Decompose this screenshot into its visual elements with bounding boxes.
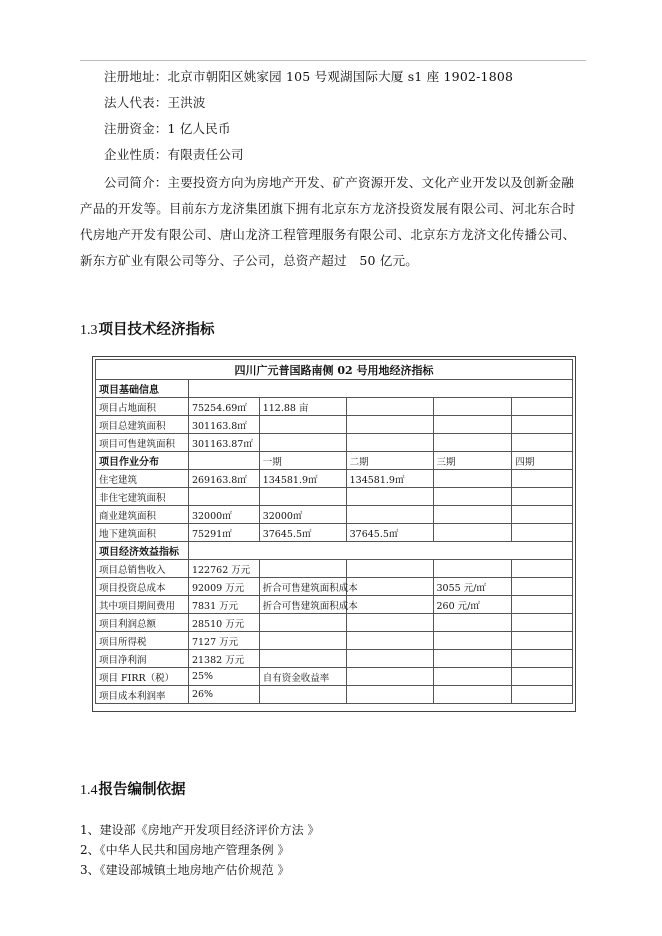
- table-cell: 四期: [512, 452, 573, 470]
- table-cell: [346, 632, 433, 650]
- table-title: 四川广元普国路南侧 02 号用地经济指标: [96, 360, 573, 380]
- table-cell: [433, 650, 512, 668]
- table-cell: [512, 434, 573, 452]
- table-cell: [433, 506, 512, 524]
- company-intro: 公司简介：主要投资方向为房地产开发、矿产资源开发、文化产业开发以及创新金融产品的开发等。目前东方龙济集团旗下拥有北京东方龙济投资发展有限公司、河北东合时代房地产开发有限公司、唐山龙济工程管理服务有限公司、北京东方龙济文化传播公司、新东方矿业有限公司等分、子公司，总资产超过 50 亿元。: [80, 175, 576, 268]
- table-cell: 项目成本利润率: [96, 686, 189, 704]
- table-cell: [259, 650, 346, 668]
- table-cell: 地下建筑面积: [96, 524, 189, 542]
- table-cell: 32000㎡: [188, 506, 259, 524]
- table-cell: [433, 524, 512, 542]
- table-cell: 3055 元/㎡: [433, 578, 512, 596]
- table-row: [96, 632, 573, 650]
- reference-item: 1、建设部《房地产开发项目经济评价方法 》: [80, 823, 320, 837]
- table-row: [96, 650, 573, 668]
- reference-item: 2、《中华人民共和国房地产管理条例 》: [80, 843, 290, 857]
- economic-indicator-table: [92, 356, 576, 712]
- reference-item: 3、《建设部城镇土地房地产估价规范 》: [80, 863, 290, 877]
- table-cell: [512, 596, 573, 614]
- table-cell: [433, 686, 512, 704]
- table-cell: 项目净利润: [96, 650, 189, 668]
- table-cell: 其中项目期间费用: [96, 596, 189, 614]
- table-cell: [346, 398, 433, 416]
- table-cell: 折合可售建筑面积成本: [259, 596, 346, 614]
- table-cell: [433, 416, 512, 434]
- table-cell: 122762 万元: [188, 560, 259, 578]
- table-cell: 134581.9㎡: [259, 470, 346, 488]
- table-cell: [259, 488, 346, 506]
- table-cell: 项目 FIRR（税）: [96, 668, 189, 686]
- table-cell: [259, 434, 346, 452]
- table-cell: 37645.5㎡: [346, 524, 433, 542]
- table-row: [96, 524, 573, 542]
- table-cell: [346, 596, 433, 614]
- company-nature: 企业性质：有限责任公司: [104, 147, 244, 162]
- table-cell: 项目可售建筑面积: [96, 434, 189, 452]
- table-cell: 260 元/㎡: [433, 596, 512, 614]
- table-cell: [259, 560, 346, 578]
- table-cell: 二期: [346, 452, 433, 470]
- table-cell: 项目总建筑面积: [96, 416, 189, 434]
- table-cell: 92009 万元: [188, 578, 259, 596]
- table-cell: [346, 650, 433, 668]
- table-row: [96, 668, 573, 686]
- table-cell: [188, 488, 259, 506]
- table-cell: [259, 632, 346, 650]
- table-cell: [512, 416, 573, 434]
- table-cell: 25%: [188, 668, 259, 686]
- table-cell: 项目利润总额: [96, 614, 189, 632]
- table-cell: [346, 416, 433, 434]
- table-cell: [512, 398, 573, 416]
- table-cell: 301163.87㎡: [188, 434, 259, 452]
- table-cell: [433, 560, 512, 578]
- table-row: [96, 614, 573, 632]
- table-cell: 134581.9㎡: [346, 470, 433, 488]
- table-cell: [346, 686, 433, 704]
- table-cell: 项目总销售收入: [96, 560, 189, 578]
- table-cell: [433, 398, 512, 416]
- table-cell: 非住宅建筑面积: [96, 488, 189, 506]
- table-cell: [512, 560, 573, 578]
- table-cell: 26%: [188, 686, 259, 704]
- table-cell: [188, 542, 572, 560]
- table-cell: [512, 632, 573, 650]
- section-heading-1-4: 1.4报告编制依据: [80, 781, 186, 798]
- table-row: [96, 578, 573, 596]
- table-row: [96, 416, 573, 434]
- table-row-phases: [96, 452, 573, 470]
- table-cell: [433, 668, 512, 686]
- table-cell: [512, 686, 573, 704]
- table-cell: [512, 668, 573, 686]
- table-cell: [512, 470, 573, 488]
- table-cell: 75254.69㎡: [188, 398, 259, 416]
- table-cell: [346, 506, 433, 524]
- section-basic-info: 项目基础信息: [96, 380, 189, 398]
- table-cell: 住宅建筑: [96, 470, 189, 488]
- table-row: [96, 560, 573, 578]
- table-cell: 三期: [433, 452, 512, 470]
- table-cell: 75291㎡: [188, 524, 259, 542]
- section-economic-benefit: 项目经济效益指标: [96, 542, 189, 560]
- table-cell: 7127 万元: [188, 632, 259, 650]
- table-row: [96, 434, 573, 452]
- table-row: [96, 398, 573, 416]
- table-row: [96, 506, 573, 524]
- table-cell: [259, 614, 346, 632]
- section-heading-1-3: 1.3项目技术经济指标: [80, 321, 215, 338]
- table-cell: 自有资金收益率: [259, 668, 346, 686]
- table-cell: [346, 434, 433, 452]
- table-cell: [433, 632, 512, 650]
- table-cell: 项目作业分布: [96, 452, 189, 470]
- table-row: [96, 470, 573, 488]
- company-capital: 注册资金：1 亿人民币: [104, 121, 231, 136]
- table-cell: 项目占地面积: [96, 398, 189, 416]
- table-cell: 项目所得税: [96, 632, 189, 650]
- table-cell: [433, 434, 512, 452]
- table-cell: 项目投资总成本: [96, 578, 189, 596]
- company-legal-rep: 法人代表：王洪波: [104, 95, 206, 110]
- table-cell: 32000㎡: [259, 506, 346, 524]
- header-rule: [80, 60, 586, 61]
- table-cell: 301163.8㎡: [188, 416, 259, 434]
- table-cell: [512, 506, 573, 524]
- table-row: [96, 686, 573, 704]
- table-cell: [433, 488, 512, 506]
- table-cell: [188, 380, 572, 398]
- table-cell: [346, 560, 433, 578]
- table-cell: [512, 614, 573, 632]
- table-row: [96, 488, 573, 506]
- table-cell: [259, 686, 346, 704]
- table-cell: [512, 524, 573, 542]
- table-cell: [346, 578, 433, 596]
- table-cell: 112.88 亩: [259, 398, 346, 416]
- table-cell: [512, 578, 573, 596]
- table-cell: 一期: [259, 452, 346, 470]
- table-row: [96, 596, 573, 614]
- table-cell: [346, 614, 433, 632]
- table-cell: [346, 488, 433, 506]
- table-cell: 21382 万元: [188, 650, 259, 668]
- company-address: 注册地址：北京市朝阳区姚家园 105 号观湖国际大厦 s1 座 1902-1808: [104, 69, 514, 84]
- reference-list: [80, 820, 319, 880]
- table-cell: [259, 416, 346, 434]
- table-cell: [433, 614, 512, 632]
- table-cell: [512, 488, 573, 506]
- table-cell: 折合可售建筑面积成本: [259, 578, 346, 596]
- table-cell: [346, 668, 433, 686]
- table-cell: [188, 452, 259, 470]
- table-cell: 37645.5㎡: [259, 524, 346, 542]
- table-cell: 商业建筑面积: [96, 506, 189, 524]
- table-cell: [512, 650, 573, 668]
- table-cell: 28510 万元: [188, 614, 259, 632]
- table-cell: 269163.8㎡: [188, 470, 259, 488]
- table-cell: 7831 万元: [188, 596, 259, 614]
- table-cell: [433, 470, 512, 488]
